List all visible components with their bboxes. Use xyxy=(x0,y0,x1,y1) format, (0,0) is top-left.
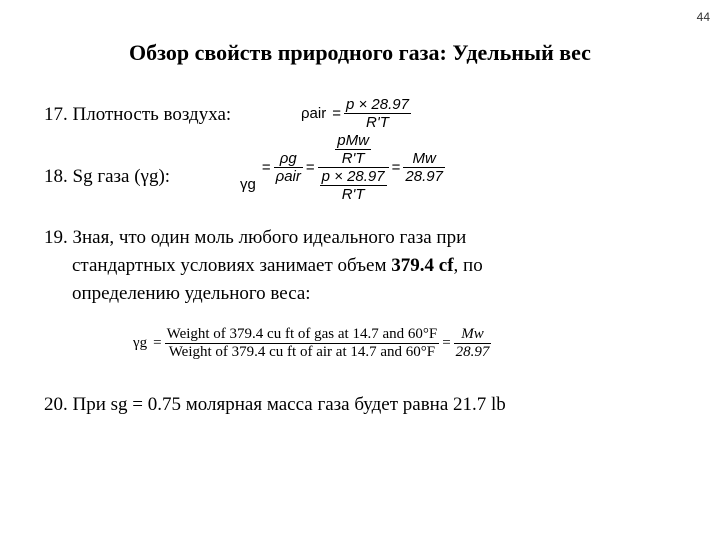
formula-19-frac1 xyxy=(165,326,440,361)
formula-18-lhs: γg xyxy=(240,176,256,193)
formula-18-frac1 xyxy=(274,150,303,185)
formula-17-den: R'T xyxy=(366,114,389,131)
formula-17-fraction xyxy=(344,96,411,131)
formula-18-eq2: = xyxy=(305,159,315,176)
formula-19-eq1: = xyxy=(153,335,162,351)
formula-17-num: p × 28.97 xyxy=(345,96,409,113)
item-20: 20. При sg = 0.75 молярная масса газа будет равна 21.7 lb xyxy=(44,394,506,415)
formula-air-density xyxy=(298,96,411,131)
formula-18-inner-den xyxy=(320,168,387,203)
page-number: 44 xyxy=(696,10,710,24)
formula-18-eq3: = xyxy=(391,159,401,176)
formula-19-num: Weight of 379.4 cu ft of gas at 14.7 and 60°F xyxy=(166,326,438,342)
formula-19-den2: 28.97 xyxy=(455,344,490,360)
formula-18-frac3-den: 28.97 xyxy=(405,168,443,185)
formula-18-inner-den-den: R'T xyxy=(341,186,365,203)
formula-18-frac3-num: Mw xyxy=(403,150,445,168)
formula-18-inner-den-num: p × 28.97 xyxy=(321,168,385,185)
formula-18-inner-num xyxy=(335,132,371,167)
formula-specific-gravity-def xyxy=(130,326,491,361)
formula-18-frac3 xyxy=(403,150,445,185)
item-17-label: 17. Плотность воздуха: xyxy=(44,104,232,125)
formula-19-num2: Mw xyxy=(454,326,492,344)
formula-19-lhs: γg xyxy=(133,335,148,351)
page-title: Обзор свойств природного газа: Удельный вес xyxy=(129,40,591,65)
item-19-line2-pre: стандартных условиях занимает объем xyxy=(72,255,392,276)
formula-18-inner-num-num: pMw xyxy=(337,132,369,149)
formula-19-eq2: = xyxy=(442,335,451,351)
item-19-line2-post: , по xyxy=(453,255,483,276)
formula-18-inner-num-den: R'T xyxy=(341,150,365,167)
item-19-line3: определению удельного веса: xyxy=(72,283,311,304)
formula-gas-sg xyxy=(237,132,445,203)
formula-17-eq: = xyxy=(332,105,341,122)
formula-18-frac1-num: ρg xyxy=(274,150,303,168)
item-18-label: 18. Sg газа (γg): xyxy=(44,166,171,187)
formula-17-lhs: ρair xyxy=(301,105,327,122)
formula-19-den: Weight of 379.4 cu ft of air at 14.7 and 60°F xyxy=(168,344,436,360)
formula-18-frac2-num xyxy=(318,132,389,168)
formula-18-eq1: = xyxy=(261,159,271,176)
formula-18-frac2-den xyxy=(318,168,389,203)
formula-18-frac1-den: ρair xyxy=(275,168,301,185)
formula-18-frac2 xyxy=(318,132,389,203)
formula-19-frac2 xyxy=(454,326,492,361)
item-19-line2-bold: 379.4 cf xyxy=(391,255,454,276)
item-19 xyxy=(44,224,483,308)
item-19-line2 xyxy=(44,252,483,280)
item-19-line1: 19. Зная, что один моль любого идеального газа при xyxy=(44,227,467,248)
